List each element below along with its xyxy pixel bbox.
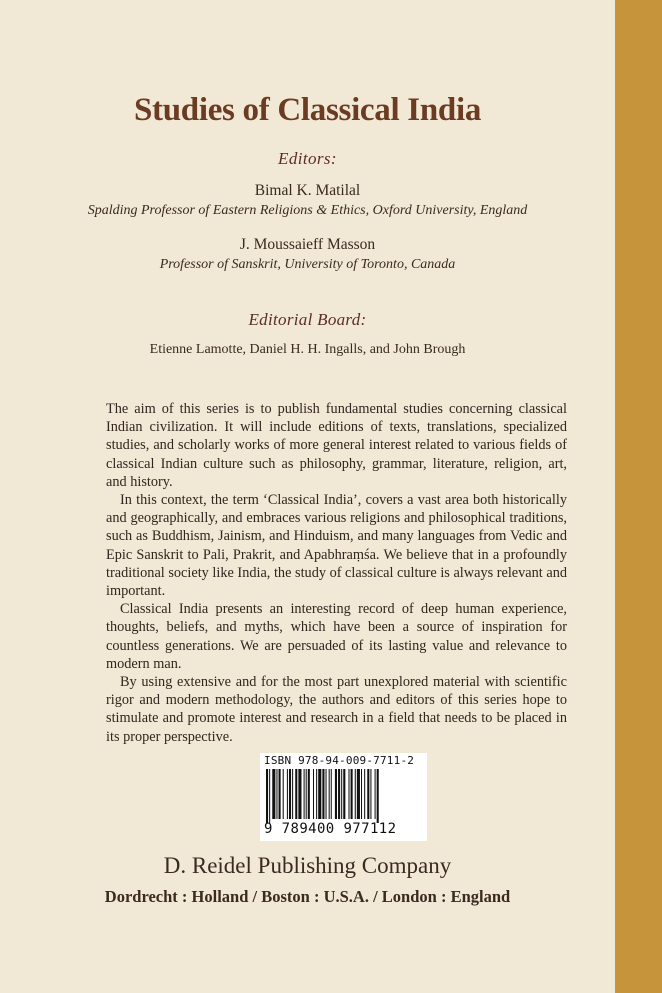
barcode-bar	[276, 769, 277, 819]
description-paragraph: In this context, the term ‘Classical India’, covers a vast area both historically and geographically, and embraces various religions and philosophical traditions, such as Buddhism, Jainism, and Hinduism, and many languages from Vedic and Epic Sanskrit to Pali, Prakrit, and Apabhraṃśa. We believe that in a profoundly traditional society like India, the study of classical culture is always relevant and important.	[106, 492, 567, 600]
isbn-label: ISBN 978-94-009-7711-2	[264, 754, 415, 767]
editors-heading: Editors:	[278, 149, 337, 168]
barcode-bar	[367, 769, 369, 819]
barcode-bar	[338, 769, 340, 819]
description-paragraph: Classical India presents an interesting record of deep human experience, thoughts, beliefs, and myths, which have been a source of inspiration for countless generations. We are persuaded of its lasting value and relevance to modern man.	[106, 601, 567, 672]
barcode-bar	[279, 769, 281, 819]
barcode-bar	[313, 769, 314, 819]
editor-affiliation: Spalding Professor of Eastern Religions & Ethics, Oxford University, England	[87, 203, 528, 218]
editor-affiliation: Professor of Sanskrit, University of Toronto, Canada	[159, 257, 456, 272]
barcode-bar	[335, 769, 337, 819]
barcode-bar	[357, 769, 360, 819]
barcode-bar	[316, 769, 317, 819]
editor-name: J. Moussaieff Masson	[239, 236, 376, 253]
editor-name: Bimal K. Matilal	[254, 182, 361, 199]
barcode-bar	[351, 769, 353, 819]
barcode-bar	[269, 769, 270, 823]
barcode-bar	[377, 769, 379, 823]
barcode-bar	[308, 769, 310, 819]
barcode-bar	[295, 769, 297, 819]
barcode-bar	[355, 769, 356, 819]
barcode-bar	[364, 769, 365, 819]
barcode-bar	[343, 769, 345, 819]
barcode-bar	[272, 769, 275, 819]
editorial-board-heading: Editorial Board:	[248, 310, 367, 329]
barcode-bar	[326, 769, 327, 819]
barcode-bar	[361, 769, 362, 819]
barcode-bar	[331, 769, 332, 819]
barcode-bar	[370, 769, 371, 819]
barcode-bar	[375, 769, 376, 819]
description-paragraph: The aim of this series is to publish fundamental studies concerning classical Indian civilization. It will include editions of texts, translations, specialized studies, and scholarly works of more general interest related to various fields of classical Indian culture such as philosophy, grammar, literature, religion, art, and history.	[106, 401, 567, 490]
series-description	[106, 400, 567, 746]
spine-color-band	[615, 0, 662, 993]
publisher-name: D. Reidel Publishing Company	[163, 853, 452, 878]
barcode-bar	[287, 769, 288, 819]
barcode-bar	[318, 769, 321, 819]
barcode-bar	[298, 769, 301, 819]
barcode-bar	[341, 769, 342, 819]
barcode-bar	[329, 769, 330, 819]
barcode-bar	[304, 769, 305, 819]
barcode-bar	[266, 769, 268, 823]
barcode-bar	[306, 769, 307, 819]
barcode-digits: 9 789400 977112	[264, 821, 397, 837]
series-title: Studies of Classical India	[133, 92, 482, 128]
editorial-board-members: Etienne Lamotte, Daniel H. H. Ingalls, and John Brough	[149, 342, 466, 357]
description-paragraph: By using extensive and for the most part unexplored material with scientific rigor and modern methodology, the authors and editors of this series hope to stimulate and promote interest and research in a field that needs to be placed in its proper perspective.	[106, 674, 567, 745]
barcode-bar	[292, 769, 293, 819]
barcode-bar	[283, 769, 284, 819]
barcode-bars-icon	[266, 769, 421, 823]
barcode-bar	[322, 769, 324, 819]
publisher-locations: Dordrecht : Holland / Boston : U.S.A. / London : England	[104, 887, 511, 906]
barcode-bar	[348, 769, 349, 819]
isbn-barcode	[260, 753, 427, 841]
barcode-bar	[289, 769, 291, 819]
